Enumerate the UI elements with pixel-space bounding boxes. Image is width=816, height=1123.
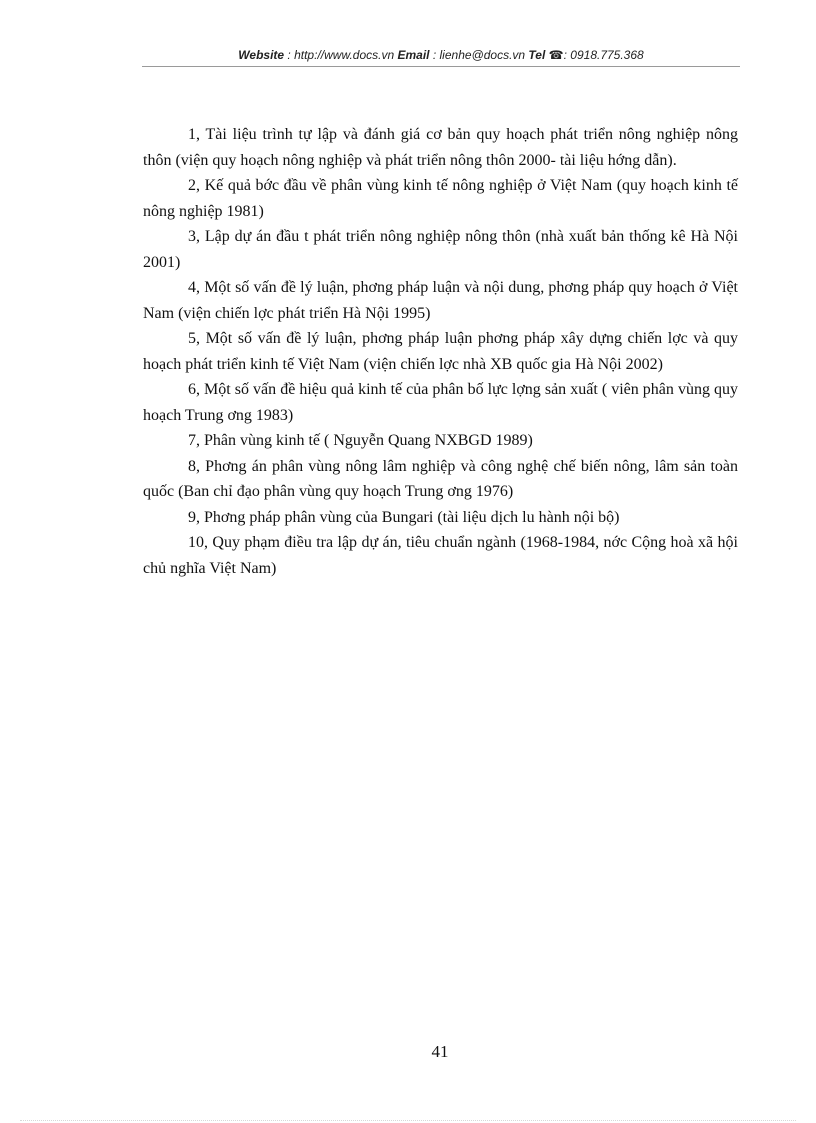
page-number: 41 — [431, 1042, 449, 1061]
reference-item-5: 5, Một số vấn đề lý luận, phơng pháp luận phơng pháp xây dựng chiến lợc và quy hoạch phát triển kinh tế Việt Nam (viện chiến lợc nhà XB quốc gia Hà Nội 2002) — [143, 330, 738, 373]
reference-item-7: 7, Phân vùng kinh tế ( Nguyễn Quang NXBGD 1989) — [188, 432, 533, 449]
email-label: Email — [397, 48, 430, 62]
email-value: : lienhe@docs.vn — [432, 48, 526, 62]
footer-divider — [20, 1120, 796, 1121]
reference-item-1: 1, Tài liệu trình tự lập và đánh giá cơ bản quy hoạch phát triển nông nghiệp nông thôn (viện quy hoạch nông nghiệp và phát triển nông thôn 2000- tài liệu hớng dẫn). — [143, 126, 738, 169]
reference-item-9: 9, Phơng pháp phân vùng của Bungari (tài liệu dịch lu hành nội bộ) — [188, 508, 620, 526]
reference-item-6: 6, Một số vấn đề hiệu quả kinh tế của phân bố lực lợng sản xuất ( viên phân vùng quy hoạch Trung ơng 1983) — [143, 381, 738, 424]
tel-value: : 0918.775.368 — [563, 48, 644, 62]
reference-list — [143, 122, 738, 581]
website-value: : http://www.docs.vn — [287, 48, 395, 62]
reference-item-2: 2, Kế quả bớc đầu về phân vùng kinh tế nông nghiệp ở Việt Nam (quy hoạch kinh tế nông nghiệp 1981) — [143, 177, 738, 220]
tel-label: Tel — [528, 48, 546, 62]
reference-item-4: 4, Một số vấn đề lý luận, phơng pháp luận và nội dung, phơng pháp quy hoạch ở Việt Nam (viện chiến lợc phát triển Hà Nội 1995) — [143, 279, 738, 322]
reference-item-8: 8, Phơng án phân vùng nông lâm nghiệp và công nghệ chế biến nông, lâm sản toàn quốc (Ban chỉ đạo phân vùng quy hoạch Trung ơng 1976) — [143, 457, 738, 500]
reference-item-10: 10, Quy phạm điều tra lập dự án, tiêu chuẩn ngành (1968-1984, nớc Cộng hoà xã hội chủ nghĩa Việt Nam) — [143, 534, 738, 577]
website-label: Website — [238, 48, 285, 62]
reference-item-3: 3, Lập dự án đầu t phát triển nông nghiệp nông thôn (nhà xuất bản thống kê Hà Nội 2001) — [143, 228, 738, 271]
page-header — [142, 46, 740, 67]
phone-icon: ☎ — [548, 48, 564, 62]
